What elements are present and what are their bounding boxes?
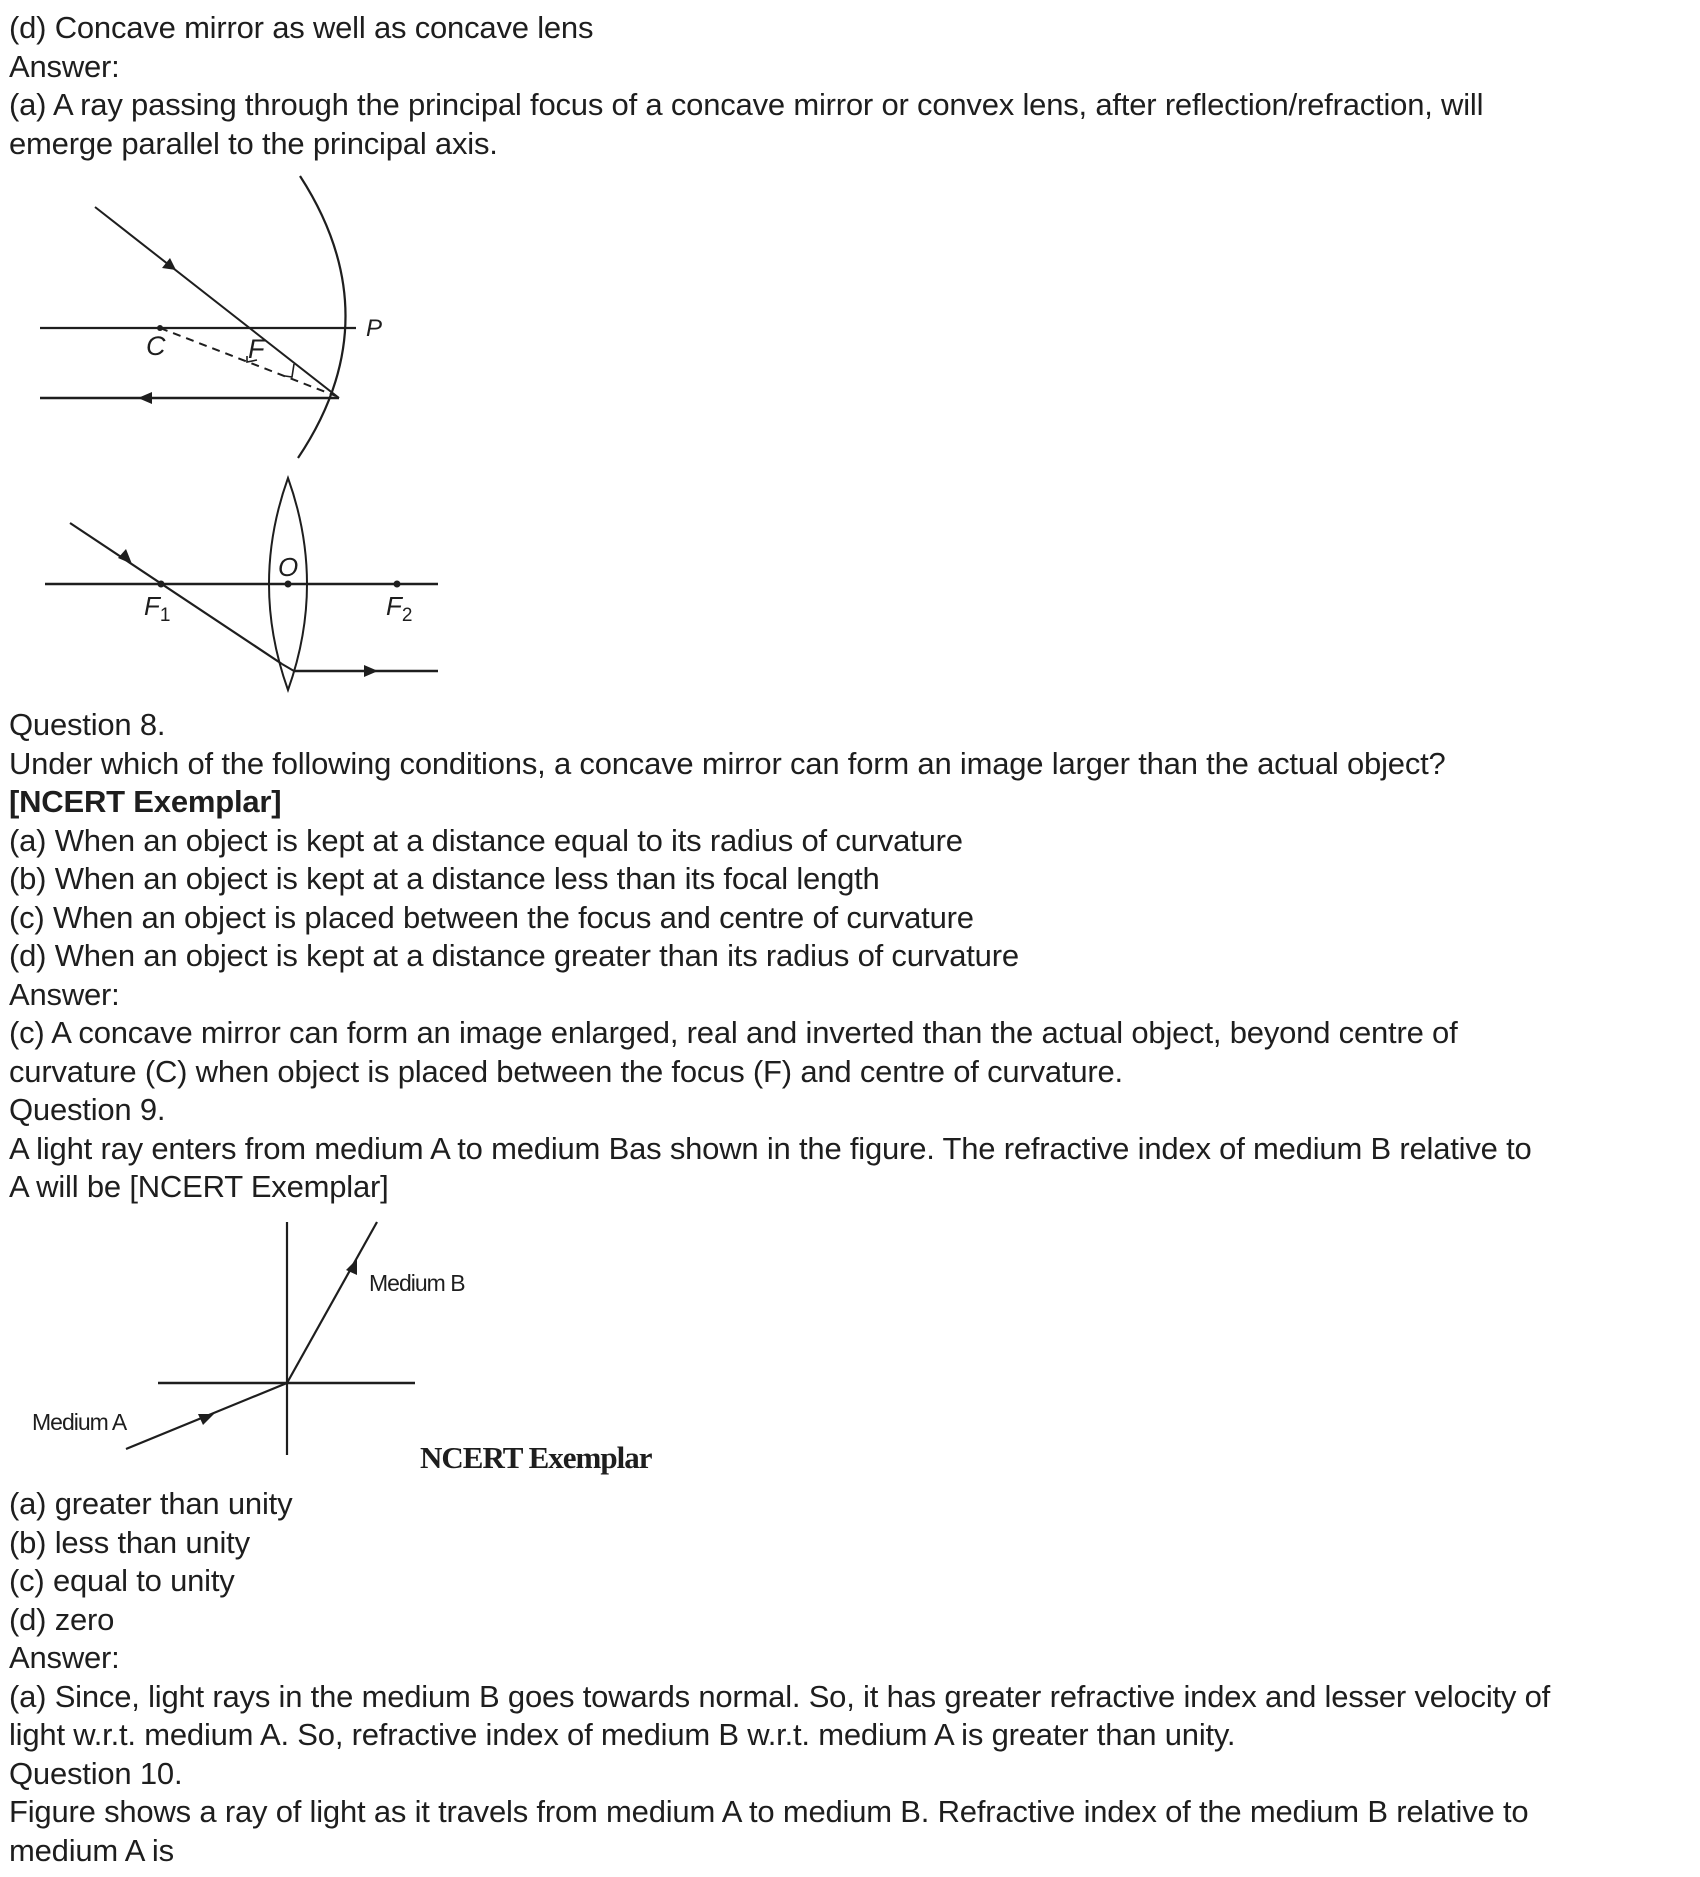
label-p: P — [366, 315, 383, 342]
question-9-option-b: (b) less than unity — [9, 1524, 250, 1560]
label-f2-subscript: 2 — [401, 605, 413, 626]
question-8-answer-line-2: curvature (C) when object is placed between the focus (F) and centre of curvature. — [9, 1053, 1123, 1089]
label-f2 — [386, 591, 412, 626]
question-9-stem-line-1: A light ray enters from medium A to medium Bas shown in the figure. The refractive index of medium B relative to — [9, 1130, 1532, 1166]
mirror-surface — [298, 176, 346, 458]
question-9-option-a: (a) greater than unity — [9, 1486, 293, 1521]
question-9-answer-line-1: (a) Since, light rays in the medium B goes towards normal. So, it has greater refractive index and lesser velocity of — [9, 1678, 1551, 1714]
label-f1-letter: F — [144, 591, 160, 621]
incident-ray — [95, 207, 339, 398]
label-f1-subscript: 1 — [159, 605, 171, 626]
question-8-option-a: (a) When an object is kept at a distance equal to its radius of curvature — [9, 822, 963, 858]
question-8-source: [NCERT Exemplar] — [9, 784, 282, 819]
question-9-10-block — [9, 1485, 1694, 1870]
question-9-option-c: (c) equal to unity — [9, 1563, 235, 1598]
question-9-stem-line-2: A will be [NCERT Exemplar] — [9, 1169, 389, 1204]
question-8-title: Question 8. — [9, 707, 166, 742]
emergent-ray — [282, 664, 294, 671]
option-d-text: (d) Concave mirror as well as concave lens — [9, 10, 594, 45]
incident-ray — [70, 523, 282, 664]
question-9-option-d: (d) zero — [9, 1601, 115, 1637]
label-f2-letter: F — [386, 591, 402, 621]
label-o: O — [278, 552, 299, 582]
question-10-stem-line-2: medium A is — [9, 1832, 174, 1868]
refracted-ray — [287, 1222, 377, 1383]
label-medium-b: Medium B — [369, 1270, 465, 1296]
incident-ray-arrow — [162, 258, 176, 270]
label-f1 — [144, 591, 170, 626]
focus-f2-point — [394, 581, 401, 588]
question-8-answer-line-1: (c) A concave mirror can form an image enlarged, real and inverted than the actual object, beyond centre of — [9, 1015, 1458, 1050]
question-8-option-b: (b) When an object is kept at a distance less than its focal length — [9, 861, 880, 896]
question-8-block — [9, 706, 1694, 1207]
label-medium-a: Medium A — [32, 1409, 127, 1435]
question-10-title: Question 10. — [9, 1755, 183, 1791]
answer-label: Answer: — [9, 48, 120, 84]
question-8-answer-label: Answer: — [9, 976, 120, 1012]
question-8-option-d: (d) When an object is kept at a distance greater than its radius of curvature — [9, 938, 1019, 973]
question-9-answer-label: Answer: — [9, 1640, 120, 1675]
question-10-stem-line-1: Figure shows a ray of light as it travels from medium A to medium B. Refractive index of the medium B relative to — [9, 1794, 1529, 1829]
answer-text-line-2: emerge parallel to the principal axis. — [9, 125, 498, 161]
question-8-option-c: (c) When an object is placed between the focus and centre of curvature — [9, 899, 974, 935]
question-8-stem: Under which of the following conditions, a concave mirror can form an image larger than the actual object? — [9, 745, 1446, 781]
angle-mark-reflection — [285, 364, 294, 377]
label-c: C — [146, 331, 166, 361]
figure-source-caption: NCERT Exemplar — [420, 1440, 652, 1475]
refraction-diagram — [0, 1210, 700, 1480]
emergent-ray-arrow — [364, 665, 378, 677]
concave-mirror-diagram — [0, 165, 460, 465]
incident-ray-arrow — [118, 549, 132, 564]
previous-answer-block — [9, 9, 1694, 163]
answer-text-line-1: (a) A ray passing through the principal focus of a concave mirror or convex lens, after reflection/refraction, will — [9, 87, 1484, 122]
question-9-answer-line-2: light w.r.t. medium A. So, refractive index of medium B w.r.t. medium A is greater than unity. — [9, 1717, 1236, 1752]
reflected-ray-arrow — [138, 392, 152, 404]
label-f: F — [248, 334, 265, 364]
question-9-title: Question 9. — [9, 1092, 166, 1127]
convex-lens-diagram — [0, 470, 460, 710]
